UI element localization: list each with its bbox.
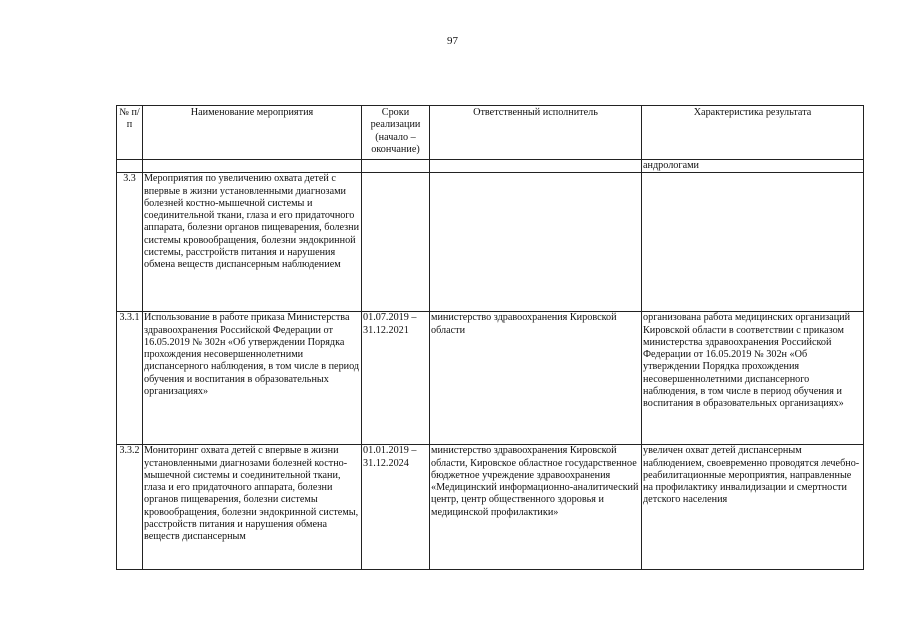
table-row — [117, 160, 864, 173]
cell-dates — [362, 173, 430, 312]
cell-num: 3.3.2 — [117, 445, 143, 570]
cell-name — [143, 160, 362, 173]
cell-name: Использование в работе приказа Министерства здравоохранения Российской Федерации от 16.05.2019 № 302н «Об утверждении Порядка прохождения несовершеннолетними диспансерного наблюдения, в том числе в период обучения и воспитания в образовательных организациях» — [143, 312, 362, 445]
cell-executor: министерство здравоохранения Кировской области — [430, 312, 642, 445]
cell-result: андрологами — [642, 160, 864, 173]
header-executor: Ответственный исполнитель — [430, 106, 642, 160]
cell-executor — [430, 160, 642, 173]
cell-result — [642, 173, 864, 312]
cell-name: Мероприятия по увеличению охвата детей с впервые в жизни установленными диагнозами болезней костно-мышечной системы и соединительной ткани, глаза и его придаточного аппарата, болезни органов пищеварения, болезни системы кровообращения, болезни эндокринной системы, расстройств питания и нарушения обмена веществ диспансерным наблюдением — [143, 173, 362, 312]
cell-num — [117, 160, 143, 173]
table-header-row — [117, 106, 864, 160]
cell-dates — [362, 160, 430, 173]
cell-num: 3.3 — [117, 173, 143, 312]
cell-num: 3.3.1 — [117, 312, 143, 445]
cell-dates: 01.07.2019 – 31.12.2021 — [362, 312, 430, 445]
table-row — [117, 173, 864, 312]
cell-executor: министерство здравоохранения Кировской области, Кировское областное государственное бюджетное учреждение здравоохранения «Медицинский информационно-аналитический центр, центр общественного здоровья и медицинской профилактики» — [430, 445, 642, 570]
activities-table — [116, 105, 864, 570]
cell-name: Мониторинг охвата детей с впервые в жизни установленными диагнозами болезней костно-мышечной системы и соединительной ткани, глаза и его придаточного аппарата, болезни органов пищеварения, болезни системы кровообращения, болезни эндокринной системы, расстройств питания и нарушения обмена веществ диспансерным — [143, 445, 362, 570]
header-num: № п/п — [117, 106, 143, 160]
cell-executor — [430, 173, 642, 312]
cell-dates: 01.01.2019 – 31.12.2024 — [362, 445, 430, 570]
header-dates: Сроки реализации (начало – окончание) — [362, 106, 430, 160]
table-row — [117, 312, 864, 445]
cell-result: увеличен охват детей диспансерным наблюдением, своевременно проводятся лечебно-реабилитационные мероприятия, направленные на профилактику инвалидизации и смертности детского населения — [642, 445, 864, 570]
header-name: Наименование мероприятия — [143, 106, 362, 160]
header-result: Характеристика результата — [642, 106, 864, 160]
cell-result: организована работа медицинских организаций Кировской области в соответствии с приказом министерства здравоохранения Российской Федерации от 16.05.2019 № 302н «Об утверждении Порядка прохождения несовершеннолетними диспансерного наблюдения, в том числе в период обучения и воспитания в образовательных организациях» — [642, 312, 864, 445]
page-number: 97 — [447, 35, 458, 47]
table-row — [117, 445, 864, 570]
